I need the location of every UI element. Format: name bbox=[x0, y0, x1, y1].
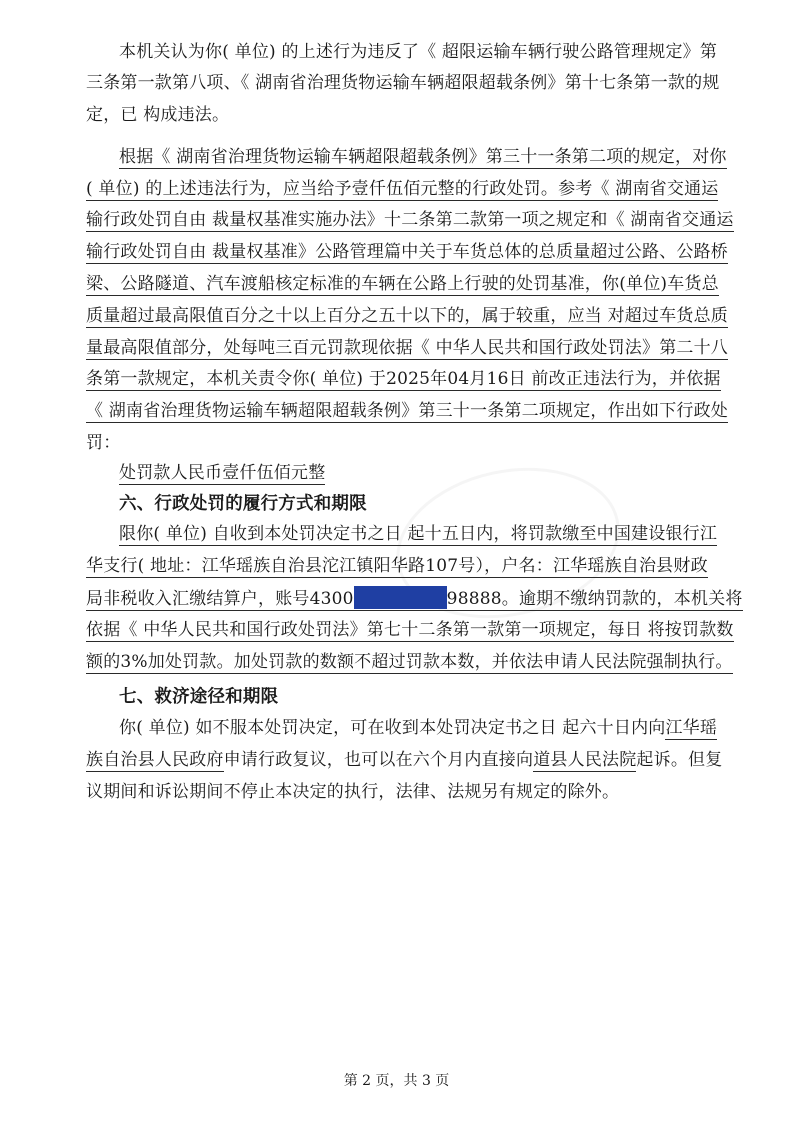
p2-line-5-text: 梁、公路隧道、汽车渡船核定标准的车辆在公路上行驶的处罚基准，你(单位)车货总 bbox=[86, 274, 719, 294]
s7-line-2-text-b: 申请行政复议，也可以在六个月内直接向 bbox=[223, 750, 534, 770]
s6-line-3-text-b: 98888。逾期不缴纳罚款的，本机关将 bbox=[446, 589, 743, 609]
page-number-text: 第 2 页，共 3 页 bbox=[343, 1073, 450, 1089]
s7-line-2-text-c: 道县人民法院 bbox=[533, 750, 637, 770]
p1-line-1-text: 本机关认为你( 单位) 的上述行为违反了《 超限运输车辆行驶公路管理规定》第 bbox=[119, 42, 718, 62]
s6-line-3-text-a: 局非税收入汇缴结算户，账号4300 bbox=[86, 589, 354, 609]
p1-line-3-text: 定，已 构成违法。 bbox=[86, 105, 230, 125]
section-6-heading-text: 六、行政处罚的履行方式和期限 bbox=[119, 494, 367, 514]
penalty-line bbox=[119, 461, 325, 485]
p2-line-7 bbox=[86, 336, 728, 360]
section-7-heading-text: 七、救济途径和期限 bbox=[119, 687, 279, 707]
page-footer bbox=[0, 1072, 793, 1090]
s6-line-3-underline bbox=[86, 589, 743, 611]
s6-line-1-text: 限你( 单位) 自收到本处罚决定书之日 起十五日内，将罚款缴至中国建设银行江 bbox=[119, 524, 718, 544]
p2-line-1-text: 根据《 湖南省治理货物运输车辆超限超载条例》第三十一条第二项的规定，对你 bbox=[119, 147, 727, 167]
s7-line-3-text: 议期间和诉讼期间不停止本决定的执行，法律、法规另有规定的除外。 bbox=[86, 782, 620, 802]
s7-line-1 bbox=[119, 716, 717, 740]
p2-line-3 bbox=[86, 208, 734, 232]
p2-line-6-text: 质量超过最高限值百分之十以上百分之五十以下的，属于较重，应当 对超过车货总质 bbox=[86, 306, 729, 326]
p1-line-1 bbox=[119, 40, 717, 64]
s6-line-1 bbox=[119, 522, 717, 546]
redacted-account-block bbox=[354, 586, 447, 609]
penalty-text: 处罚款人民币壹仟伍佰元整 bbox=[119, 463, 326, 483]
p2-line-4 bbox=[86, 240, 728, 264]
p2-line-9 bbox=[86, 399, 728, 423]
p2-line-8-text: 条第一款规定，本机关责令你( 单位) 于2025年04月16日 前改正违法行为，并依据 bbox=[86, 369, 721, 389]
s7-line-3 bbox=[86, 780, 619, 804]
s7-line-2 bbox=[86, 748, 722, 772]
s6-line-5-text: 额的3%加处罚款。加处罚款的数额不超过罚款本数，并依法申请人民法院强制执行。 bbox=[86, 652, 733, 672]
p1-line-2-text: 三条第一款第八项、《 湖南省治理货物运输车辆超限超载条例》第十七条第一款的规 bbox=[86, 73, 720, 93]
p2-line-7-text: 量最高限值部分，处每吨三百元罚款现依据《 中华人民共和国行政处罚法》第二十八 bbox=[86, 338, 729, 358]
p2-line-4-text: 输行政处罚自由 裁量权基准》公路管理篇中关于车货总体的总质量超过公路、公路桥 bbox=[86, 242, 729, 262]
s6-line-4-text: 依据《 中华人民共和国行政处罚法》第七十二条第一款第一项规定，每日 将按罚款数 bbox=[86, 620, 734, 640]
p2-line-10-text: 罚： bbox=[86, 433, 121, 453]
s6-line-4 bbox=[86, 618, 734, 642]
s6-line-2-text: 华支行( 地址：江华瑶族自治县沱江镇阳华路107号），户名：江华瑶族自治县财政 bbox=[86, 556, 708, 576]
p2-line-2 bbox=[86, 177, 718, 201]
p2-line-8 bbox=[86, 367, 721, 391]
p2-line-1 bbox=[119, 145, 727, 169]
p2-line-5 bbox=[86, 272, 719, 296]
s6-line-5 bbox=[86, 650, 733, 674]
p2-line-6 bbox=[86, 304, 728, 328]
p1-line-3 bbox=[86, 103, 229, 127]
s7-line-2-text-d: 起诉。但复 bbox=[636, 750, 723, 770]
p2-line-2-text: ( 单位) 的上述违法行为，应当给予壹仟伍佰元整的行政处罚。参考《 湖南省交通运 bbox=[86, 179, 719, 199]
p2-line-10 bbox=[86, 431, 120, 455]
p2-line-3-text: 输行政处罚自由 裁量权基准实施办法》十二条第二款第一项之规定和《 湖南省交通运 bbox=[86, 210, 734, 230]
s7-line-2-text-a: 族自治县人民政府 bbox=[86, 750, 224, 770]
section-7-heading bbox=[119, 685, 278, 709]
s7-line-1-text-b: 江华瑶 bbox=[665, 718, 718, 738]
s7-line-1-text-a: 你( 单位) 如不服本处罚决定，可在收到本处罚决定书之日 起六十日内向 bbox=[119, 718, 666, 738]
p2-line-9-text: 《 湖南省治理货物运输车辆超限超载条例》第三十一条第二项规定，作出如下行政处 bbox=[86, 401, 729, 421]
section-6-heading bbox=[119, 492, 367, 516]
p1-line-2 bbox=[86, 71, 720, 95]
s6-line-3 bbox=[86, 586, 743, 610]
s6-line-2 bbox=[86, 554, 708, 578]
